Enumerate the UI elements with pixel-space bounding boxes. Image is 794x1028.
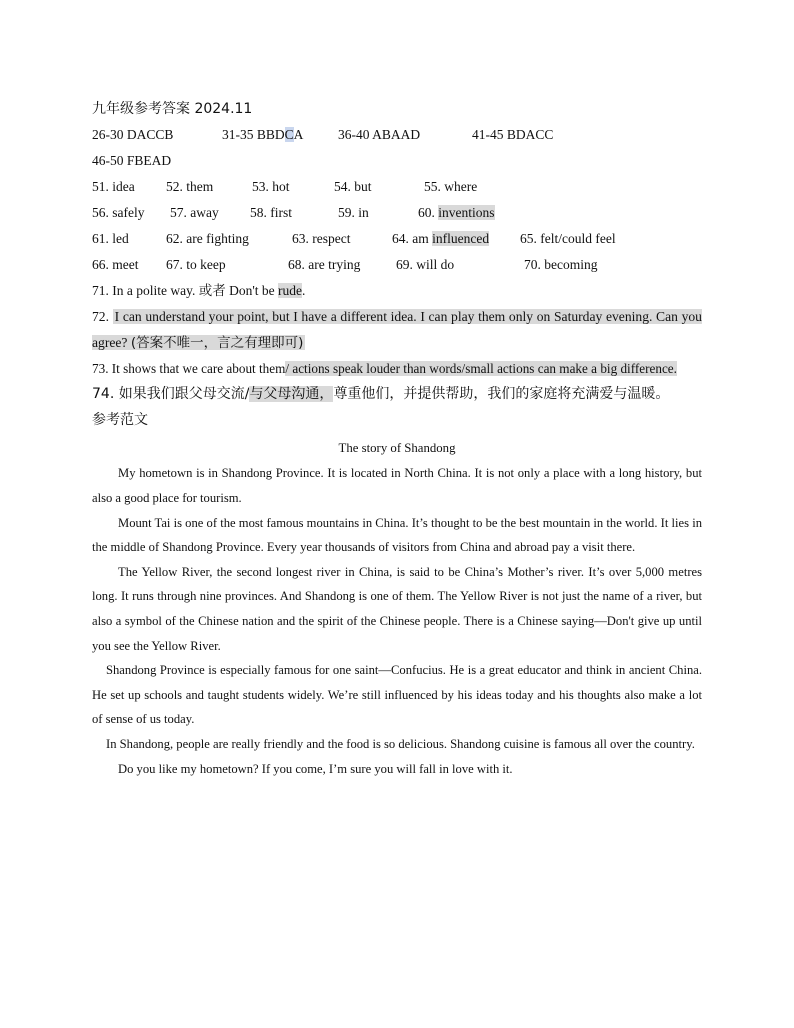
answer-63: 63. respect (292, 231, 351, 246)
cursor-highlight: C (284, 127, 294, 142)
answer-67: 67. to keep (166, 257, 226, 272)
answer-72-highlight (92, 309, 702, 350)
essay-paragraph-1: My hometown is in Shandong Province. It is located in North China. It is not only a place with a long history, but also a good place for tourism. (92, 466, 702, 505)
answer-61: 61. led (92, 231, 129, 246)
answer-73-highlight: / actions speak louder than words/small actions can make a big difference. (285, 361, 677, 377)
answer-65: 65. felt/could feel (520, 231, 616, 246)
answers-row-5 (92, 226, 702, 252)
answer-55: 55. where (424, 179, 478, 194)
answer-64 (392, 226, 489, 252)
answer-72 (92, 304, 702, 356)
answer-60-number: 60. (418, 205, 435, 220)
answer-26-30: 26-30 DACCB (92, 127, 174, 142)
answer-62: 62. are fighting (166, 231, 249, 246)
answer-64-text: 64. am (392, 231, 429, 246)
answer-54: 54. but (334, 179, 372, 194)
answer-71 (92, 278, 702, 304)
answer-74-end: 尊重他们，并提供帮助，我们的家庭将充满爱与温暖。 (333, 385, 670, 402)
answer-68: 68. are trying (288, 257, 361, 272)
answer-73-text: 73. It shows that we care about them (92, 361, 286, 377)
answer-41-45: 41-45 BDACC (472, 127, 554, 142)
answer-74 (92, 382, 702, 408)
answer-60-highlight: inventions (438, 205, 495, 220)
answer-74-start: 74. 如果我们跟父母交流/ (92, 385, 250, 402)
answer-64-highlight: influenced (432, 231, 490, 246)
answers-row-2 (92, 148, 702, 174)
answer-31-35-text: 31-35 BBD (222, 127, 285, 142)
essay-title: The story of Shandong (338, 441, 456, 456)
doc-title: 九年级参考答案 2024.11 (92, 101, 253, 117)
answer-74-highlight: 与父母沟通， (249, 385, 334, 402)
answer-58: 58. first (250, 205, 292, 220)
answer-53: 53. hot (252, 179, 290, 194)
answers-row-6 (92, 252, 702, 278)
answer-70: 70. becoming (524, 257, 598, 272)
model-essay-heading: 参考范文 (92, 412, 148, 429)
answer-52: 52. them (166, 179, 214, 194)
essay-paragraph-2: Mount Tai is one of the most famous mountains in China. It’s thought to be the best mountain in the world. It lies in the middle of Shandong Province. Every year thousands of visitors from China and abroad pay a visit there. (92, 515, 702, 555)
answer-69: 69. will do (396, 257, 455, 272)
answer-71-text: 71. In a polite way. (92, 283, 196, 298)
answer-66: 66. meet (92, 257, 139, 272)
answer-60 (418, 200, 495, 226)
essay-paragraph-6: Do you like my hometown? If you come, I’m sure you will fall in love with it. (118, 761, 513, 776)
answer-51: 51. idea (92, 179, 135, 194)
essay-paragraph-5: In Shandong, people are really friendly and the food is so delicious. Shandong cuisine is famous all over the country. (106, 736, 695, 751)
answer-72-number: 72. (92, 309, 109, 324)
answer-46-50: 46-50 FBEAD (92, 153, 172, 168)
essay-body (92, 461, 702, 781)
essay-paragraph-3: The Yellow River, the second longest river in China, is said to be China’s Mother’s river. It’s over 5,000 metres long. It runs through nine provinces. And Shandong is one of them. The Yellow River is not just the name of a river, but also a symbol of the Chinese nation and the spirit of the Chinese people. There is a Chinese saying—Don't give up until you see the Yellow River. (92, 564, 702, 653)
answers-row-1 (92, 122, 702, 148)
answer-31-35 (222, 122, 303, 148)
answer-36-40: 36-40 ABAAD (338, 127, 421, 142)
answer-71-end: . (302, 283, 306, 298)
answer-72-english: I can understand your point, but I have a different idea. I can play them only on Saturday evening. Can you agree? (92, 309, 702, 350)
answer-71-alt: Don't be (229, 283, 275, 298)
answer-71-highlight: rude (278, 283, 303, 298)
answer-31-35-end: A (293, 127, 304, 142)
answer-56: 56. safely (92, 205, 145, 220)
answer-72-note: (答案不唯一，言之有理即可) (130, 334, 304, 351)
answer-73 (92, 356, 702, 382)
answer-59: 59. in (338, 205, 369, 220)
answers-row-4 (92, 200, 702, 226)
answers-row-3 (92, 174, 702, 200)
essay-paragraph-4: Shandong Province is especially famous for one saint—Confucius. He is a great educator and think in ancient China. He set up schools and taught students widely. We’re still influenced by his ideas today and his thoughts also make a lot of sense of us today. (92, 663, 702, 727)
answer-57: 57. away (170, 205, 219, 220)
answer-71-or: 或者 (198, 283, 226, 299)
answer-sheet (92, 96, 702, 781)
